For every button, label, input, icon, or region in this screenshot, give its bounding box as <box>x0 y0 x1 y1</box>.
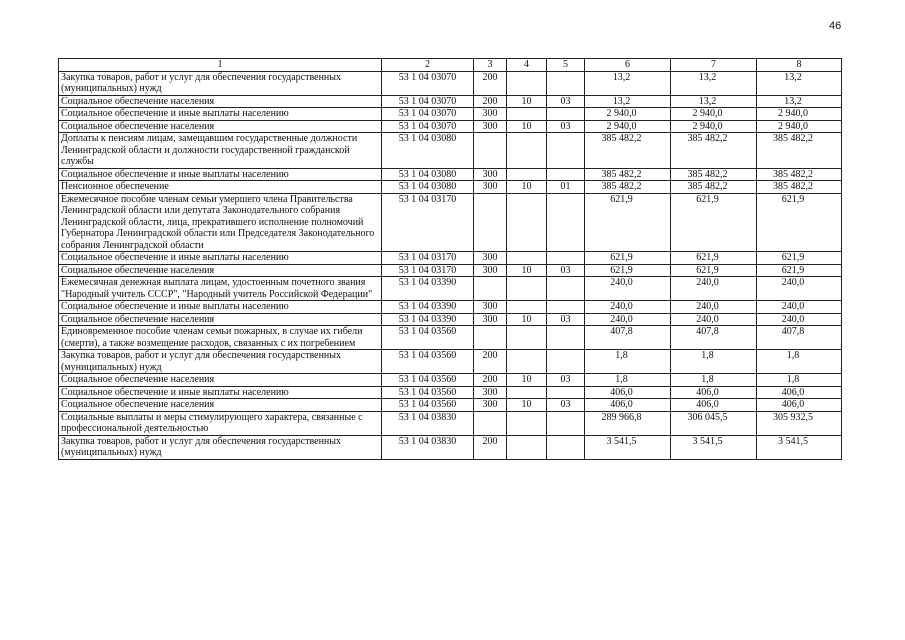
row-target-code: 53 1 04 03830 <box>382 435 474 459</box>
table-row <box>59 386 842 399</box>
row-section: 10 <box>507 181 547 194</box>
row-amount-col8: 406,0 <box>757 386 842 399</box>
row-section: 10 <box>507 374 547 387</box>
row-expense-type: 300 <box>474 252 507 265</box>
row-amount-col7: 2 940,0 <box>671 108 757 121</box>
row-expense-type: 300 <box>474 386 507 399</box>
row-subsection <box>547 386 585 399</box>
row-target-code: 53 1 04 03560 <box>382 399 474 412</box>
row-target-code: 53 1 04 03070 <box>382 71 474 95</box>
column-header: 3 <box>474 59 507 72</box>
table-row <box>59 181 842 194</box>
row-target-code: 53 1 04 03390 <box>382 277 474 301</box>
row-subsection <box>547 108 585 121</box>
row-amount-col7: 385 482,2 <box>671 181 757 194</box>
row-amount-col7: 407,8 <box>671 326 757 350</box>
table-row <box>59 350 842 374</box>
page-number: 46 <box>829 20 842 32</box>
row-description: Ежемесячное пособие членам семьи умершего члена Правительства Ленинградской области или депутата Законодательного собрания Ленинградской области, лица, прекратившего исполнение полномочий Губернатора Ленинградской области или Председателя Законодательного собрания Ленинградской области <box>59 193 382 252</box>
row-amount-col8: 240,0 <box>757 313 842 326</box>
row-expense-type <box>474 326 507 350</box>
row-target-code: 53 1 04 03070 <box>382 120 474 133</box>
table-row <box>59 133 842 169</box>
row-expense-type <box>474 411 507 435</box>
row-section: 10 <box>507 120 547 133</box>
row-section <box>507 326 547 350</box>
row-description: Социальное обеспечение и иные выплаты населению <box>59 386 382 399</box>
table-row <box>59 313 842 326</box>
row-amount-col6: 3 541,5 <box>585 435 671 459</box>
row-description: Социальное обеспечение населения <box>59 313 382 326</box>
row-subsection <box>547 168 585 181</box>
row-amount-col7: 385 482,2 <box>671 168 757 181</box>
row-amount-col8: 407,8 <box>757 326 842 350</box>
row-section <box>507 435 547 459</box>
column-header: 2 <box>382 59 474 72</box>
row-target-code: 53 1 04 03170 <box>382 264 474 277</box>
row-expense-type: 300 <box>474 264 507 277</box>
column-header: 8 <box>757 59 842 72</box>
row-amount-col6: 621,9 <box>585 193 671 252</box>
row-amount-col8: 621,9 <box>757 193 842 252</box>
row-description: Социальное обеспечение и иные выплаты населению <box>59 108 382 121</box>
row-subsection <box>547 133 585 169</box>
row-description: Закупка товаров, работ и услуг для обеспечения государственных (муниципальных) нужд <box>59 350 382 374</box>
row-amount-col7: 240,0 <box>671 277 757 301</box>
row-subsection: 03 <box>547 399 585 412</box>
row-amount-col6: 289 966,8 <box>585 411 671 435</box>
row-amount-col6: 13,2 <box>585 95 671 108</box>
row-target-code: 53 1 04 03070 <box>382 108 474 121</box>
table-row <box>59 374 842 387</box>
row-description: Пенсионное обеспечение <box>59 181 382 194</box>
row-subsection <box>547 326 585 350</box>
row-amount-col7: 3 541,5 <box>671 435 757 459</box>
table-row <box>59 411 842 435</box>
row-description: Социальное обеспечение населения <box>59 264 382 277</box>
column-header: 7 <box>671 59 757 72</box>
row-amount-col6: 406,0 <box>585 399 671 412</box>
row-subsection <box>547 252 585 265</box>
table-row <box>59 435 842 459</box>
row-description: Социальное обеспечение населения <box>59 95 382 108</box>
row-target-code: 53 1 04 03560 <box>382 350 474 374</box>
row-amount-col7: 240,0 <box>671 301 757 314</box>
row-amount-col6: 621,9 <box>585 264 671 277</box>
row-section: 10 <box>507 313 547 326</box>
row-amount-col8: 240,0 <box>757 301 842 314</box>
row-amount-col8: 385 482,2 <box>757 168 842 181</box>
table-header-row <box>59 59 842 72</box>
row-amount-col8: 13,2 <box>757 71 842 95</box>
row-subsection <box>547 350 585 374</box>
row-subsection: 03 <box>547 120 585 133</box>
row-description: Социальное обеспечение и иные выплаты населению <box>59 301 382 314</box>
table-row <box>59 264 842 277</box>
row-description: Социальное обеспечение населения <box>59 399 382 412</box>
table-row <box>59 193 842 252</box>
row-amount-col6: 1,8 <box>585 374 671 387</box>
row-amount-col8: 385 482,2 <box>757 133 842 169</box>
row-amount-col7: 385 482,2 <box>671 133 757 169</box>
row-subsection <box>547 411 585 435</box>
row-expense-type: 200 <box>474 71 507 95</box>
row-amount-col7: 1,8 <box>671 350 757 374</box>
row-subsection <box>547 301 585 314</box>
row-description: Социальное обеспечение и иные выплаты населению <box>59 168 382 181</box>
row-target-code: 53 1 04 03170 <box>382 252 474 265</box>
row-target-code: 53 1 04 03390 <box>382 313 474 326</box>
table-body <box>59 59 842 460</box>
row-subsection: 01 <box>547 181 585 194</box>
table-row <box>59 252 842 265</box>
row-amount-col7: 621,9 <box>671 252 757 265</box>
row-target-code: 53 1 04 03560 <box>382 326 474 350</box>
row-target-code: 53 1 04 03560 <box>382 386 474 399</box>
row-expense-type: 300 <box>474 120 507 133</box>
column-header: 1 <box>59 59 382 72</box>
row-subsection: 03 <box>547 264 585 277</box>
row-amount-col6: 385 482,2 <box>585 133 671 169</box>
row-section <box>507 277 547 301</box>
row-amount-col6: 240,0 <box>585 313 671 326</box>
row-amount-col8: 385 482,2 <box>757 181 842 194</box>
row-section <box>507 252 547 265</box>
row-amount-col8: 406,0 <box>757 399 842 412</box>
row-expense-type: 300 <box>474 168 507 181</box>
table-row <box>59 71 842 95</box>
row-section <box>507 350 547 374</box>
column-header: 5 <box>547 59 585 72</box>
row-target-code: 53 1 04 03390 <box>382 301 474 314</box>
row-amount-col7: 406,0 <box>671 399 757 412</box>
row-amount-col6: 240,0 <box>585 277 671 301</box>
row-amount-col6: 13,2 <box>585 71 671 95</box>
row-section <box>507 193 547 252</box>
row-target-code: 53 1 04 03070 <box>382 95 474 108</box>
row-section <box>507 71 547 95</box>
row-expense-type: 200 <box>474 374 507 387</box>
row-amount-col6: 2 940,0 <box>585 120 671 133</box>
row-description: Ежемесячная денежная выплата лицам, удостоенным почетного звания "Народный учитель СССР", "Народный учитель Российской Федерации" <box>59 277 382 301</box>
row-section <box>507 386 547 399</box>
table-row <box>59 120 842 133</box>
row-subsection: 03 <box>547 95 585 108</box>
row-expense-type: 300 <box>474 181 507 194</box>
row-section: 10 <box>507 264 547 277</box>
row-subsection <box>547 435 585 459</box>
row-amount-col7: 13,2 <box>671 71 757 95</box>
row-target-code: 53 1 04 03080 <box>382 133 474 169</box>
row-amount-col8: 1,8 <box>757 374 842 387</box>
row-section: 10 <box>507 399 547 412</box>
row-amount-col7: 406,0 <box>671 386 757 399</box>
row-amount-col8: 621,9 <box>757 264 842 277</box>
row-expense-type: 300 <box>474 399 507 412</box>
row-amount-col6: 406,0 <box>585 386 671 399</box>
row-amount-col6: 407,8 <box>585 326 671 350</box>
row-expense-type <box>474 277 507 301</box>
row-amount-col6: 385 482,2 <box>585 181 671 194</box>
table-row <box>59 95 842 108</box>
row-description: Закупка товаров, работ и услуг для обеспечения государственных (муниципальных) нужд <box>59 71 382 95</box>
table-row <box>59 108 842 121</box>
column-header: 6 <box>585 59 671 72</box>
row-expense-type: 200 <box>474 350 507 374</box>
table-row <box>59 168 842 181</box>
row-description: Единовременное пособие членам семьи пожарных, в случае их гибели (смерти), а также возмещение расходов, связанных с их погребением <box>59 326 382 350</box>
row-expense-type <box>474 133 507 169</box>
table-row <box>59 301 842 314</box>
row-amount-col6: 621,9 <box>585 252 671 265</box>
row-expense-type: 200 <box>474 95 507 108</box>
row-target-code: 53 1 04 03560 <box>382 374 474 387</box>
row-description: Социальные выплаты и меры стимулирующего характера, связанные с профессиональной деятельностью <box>59 411 382 435</box>
row-subsection: 03 <box>547 374 585 387</box>
row-section <box>507 301 547 314</box>
row-expense-type: 200 <box>474 435 507 459</box>
row-target-code: 53 1 04 03080 <box>382 181 474 194</box>
row-subsection <box>547 193 585 252</box>
row-expense-type: 300 <box>474 313 507 326</box>
row-amount-col7: 1,8 <box>671 374 757 387</box>
row-expense-type: 300 <box>474 108 507 121</box>
row-amount-col7: 621,9 <box>671 264 757 277</box>
row-amount-col8: 621,9 <box>757 252 842 265</box>
row-amount-col7: 2 940,0 <box>671 120 757 133</box>
row-amount-col7: 306 045,5 <box>671 411 757 435</box>
row-subsection <box>547 277 585 301</box>
row-description: Социальное обеспечение населения <box>59 120 382 133</box>
row-target-code: 53 1 04 03170 <box>382 193 474 252</box>
row-amount-col7: 13,2 <box>671 95 757 108</box>
row-amount-col7: 240,0 <box>671 313 757 326</box>
row-amount-col6: 385 482,2 <box>585 168 671 181</box>
row-section <box>507 108 547 121</box>
row-section: 10 <box>507 95 547 108</box>
row-section <box>507 411 547 435</box>
row-expense-type: 300 <box>474 301 507 314</box>
row-amount-col8: 13,2 <box>757 95 842 108</box>
row-amount-col8: 2 940,0 <box>757 108 842 121</box>
budget-table <box>58 58 842 460</box>
row-amount-col6: 2 940,0 <box>585 108 671 121</box>
row-description: Закупка товаров, работ и услуг для обеспечения государственных (муниципальных) нужд <box>59 435 382 459</box>
row-subsection: 03 <box>547 313 585 326</box>
table-row <box>59 399 842 412</box>
row-amount-col8: 305 932,5 <box>757 411 842 435</box>
row-amount-col6: 240,0 <box>585 301 671 314</box>
row-amount-col8: 240,0 <box>757 277 842 301</box>
row-section <box>507 133 547 169</box>
row-amount-col7: 621,9 <box>671 193 757 252</box>
row-description: Социальное обеспечение и иные выплаты населению <box>59 252 382 265</box>
row-amount-col8: 2 940,0 <box>757 120 842 133</box>
row-target-code: 53 1 04 03080 <box>382 168 474 181</box>
row-subsection <box>547 71 585 95</box>
row-target-code: 53 1 04 03830 <box>382 411 474 435</box>
row-amount-col8: 3 541,5 <box>757 435 842 459</box>
row-description: Доплаты к пенсиям лицам, замещавшим государственные должности Ленинградской области и должности государственной гражданской службы <box>59 133 382 169</box>
row-expense-type <box>474 193 507 252</box>
row-amount-col6: 1,8 <box>585 350 671 374</box>
row-description: Социальное обеспечение населения <box>59 374 382 387</box>
column-header: 4 <box>507 59 547 72</box>
table-row <box>59 326 842 350</box>
row-section <box>507 168 547 181</box>
table-row <box>59 277 842 301</box>
row-amount-col8: 1,8 <box>757 350 842 374</box>
